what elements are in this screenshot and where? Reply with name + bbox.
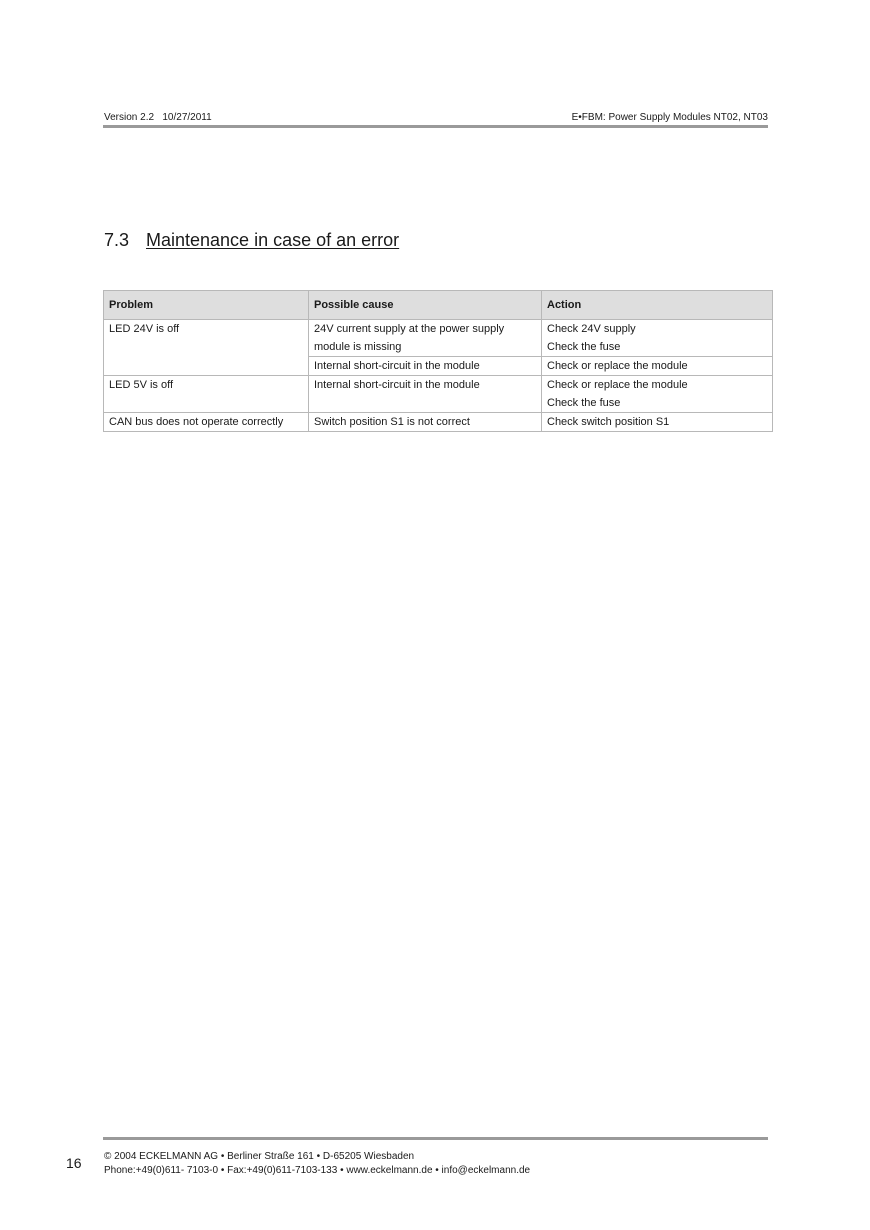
- page-header-left: Version 2.2 10/27/2011: [104, 112, 212, 123]
- cause-cell: [309, 320, 542, 357]
- footer-rule: [103, 1137, 768, 1140]
- action-cell: [542, 413, 773, 432]
- error-table: [103, 290, 773, 432]
- cause-line: Switch position S1 is not correct: [314, 416, 470, 428]
- page-number: 16: [66, 1155, 82, 1171]
- section-heading: [104, 230, 399, 251]
- problem-cell: LED 5V is off: [104, 376, 309, 413]
- footer-contact: Phone:+49(0)611- 7103-0 • Fax:+49(0)611-7103-133 • www.eckelmann.de • info@eckelmann.de: [104, 1165, 531, 1176]
- footer-address: © 2004 ECKELMANN AG • Berliner Straße 161 • D-65205 Wiesbaden: [104, 1151, 415, 1162]
- table-row: [104, 376, 773, 413]
- cause-line: Internal short-circuit in the module: [314, 360, 480, 372]
- action-cell: [542, 357, 773, 376]
- cause-line: Internal short-circuit in the module: [314, 379, 480, 391]
- cause-line: module is missing: [314, 341, 402, 353]
- cause-line: 24V current supply at the power supply: [314, 323, 505, 335]
- action-line: Check or replace the module: [547, 360, 688, 372]
- column-header-cause: Possible cause: [309, 291, 542, 320]
- action-line: Check switch position S1: [547, 416, 670, 428]
- table-header-row: [104, 291, 773, 320]
- table-row: [104, 320, 773, 357]
- column-header-problem: Problem: [104, 291, 309, 320]
- action-line: Check or replace the module: [547, 379, 688, 391]
- action-cell: [542, 376, 773, 413]
- cause-cell: [309, 413, 542, 432]
- action-line: Check the fuse: [547, 397, 621, 409]
- action-cell: [542, 320, 773, 357]
- problem-cell: LED 24V is off: [104, 320, 309, 376]
- cause-cell: [309, 376, 542, 413]
- problem-cell: CAN bus does not operate correctly: [104, 413, 309, 432]
- section-title: Maintenance in case of an error: [146, 230, 400, 250]
- action-line: Check the fuse: [547, 341, 621, 353]
- column-header-action: Action: [542, 291, 773, 320]
- action-line: Check 24V supply: [547, 323, 636, 335]
- table-row: [104, 413, 773, 432]
- section-number: 7.3: [104, 230, 130, 250]
- page-header-right: E•FBM: Power Supply Modules NT02, NT03: [571, 112, 768, 123]
- cause-cell: [309, 357, 542, 376]
- header-rule: [103, 125, 768, 128]
